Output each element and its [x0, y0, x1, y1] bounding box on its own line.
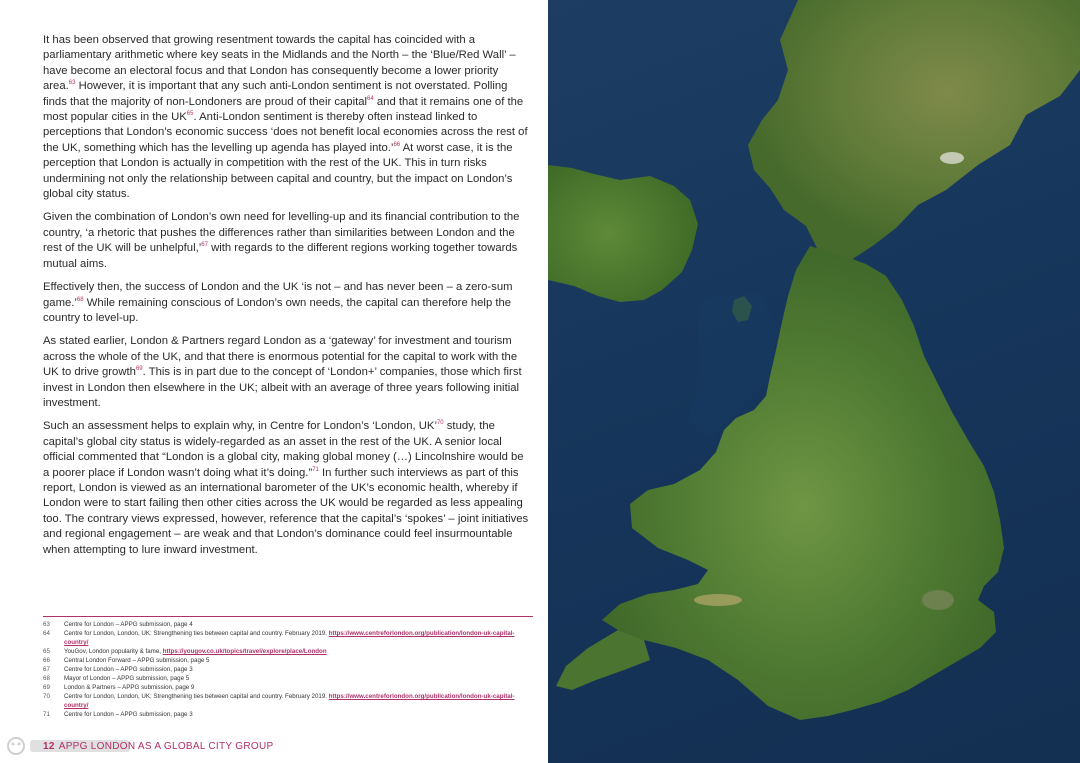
footnote-text	[64, 629, 533, 647]
footnote-body: YouGov, London popularity & fame,	[64, 648, 163, 655]
footnote-number: 64	[43, 630, 50, 637]
footnote-text	[64, 656, 533, 665]
footnote-text	[64, 647, 533, 656]
footnote-body: Mayor of London – APPG submission, page 5	[64, 675, 190, 682]
footnote-row	[43, 665, 533, 674]
footnote-link[interactable]: https://www.centreforlondon.org/publication/london-uk-capital-country/	[64, 693, 515, 709]
paragraph-3	[43, 280, 529, 326]
uk-satellite-map	[548, 0, 1080, 763]
footnote-ref[interactable]: 69	[135, 366, 143, 373]
page-number: 12	[43, 741, 55, 752]
paragraph-1-text-d: . Anti-London sentiment is thereby often instead linked to perceptions that London’s economic success ‘does not benefit local economies across the rest of the UK, something which has the levelling up agenda has played into.’	[43, 111, 528, 154]
footnote-ref[interactable]: 63	[68, 80, 76, 87]
footnote-number: 67	[43, 666, 50, 673]
footnote-row	[43, 710, 533, 719]
footnote-text	[64, 710, 533, 719]
paragraph-4	[43, 334, 529, 411]
footnote-text	[64, 665, 533, 674]
footnote-number: 66	[43, 657, 50, 664]
footnote-link[interactable]: https://www.centreforlondon.org/publication/london-uk-capital-country/	[64, 630, 515, 646]
footnote-row	[43, 692, 533, 710]
paragraph-4-text-a: As stated earlier, London & Partners regard London as a ‘gateway’ for investment and tourism across the whole of the UK, and that there is enormous potential for the capital to work with the UK to drive growth	[43, 335, 518, 379]
footnote-row	[43, 683, 533, 692]
footnote-ref[interactable]: 66	[393, 142, 401, 149]
footnote-number: 65	[43, 648, 50, 655]
london-area	[922, 590, 954, 610]
paragraph-5-text-a: Such an assessment helps to explain why, in Centre for London’s ‘London, UK’	[43, 420, 437, 433]
sediment-plume	[694, 594, 742, 606]
footnote-body: Centre for London, London, UK: Strengthening ties between capital and country. February 2019.	[64, 693, 329, 700]
satellite-map-image	[548, 0, 1080, 763]
scotland-land	[748, 0, 1080, 262]
paragraph-5	[43, 419, 529, 558]
footnote-row	[43, 656, 533, 665]
paragraph-1-text-e: At worst case, it is the perception that London is actually in competition with the rest of the UK. This in turn risks undermining not only the relationship between capital and country, but the impact on London’s global city status.	[43, 141, 513, 201]
paragraph-5-text-c: In further such interviews as part of this report, London is viewed as an international barometer of the UK’s economic health, whereby if London were to start failing then other cities across the UK would be regarded as less appealing too. The contrary views expressed, however, reference that the capital’s ‘spokes’ – joint initiatives and regional engagement – are weak and that London’s dominance could feel insurmountable when attempting to lure inward investment.	[43, 466, 529, 556]
paragraph-5-text-b: study, the capital’s global city status is widely-regarded as an asset in the rest of the UK. A senior local official commented that “London is a global city, making global money (…) Lincolnshire would be a poorer place if London wasn’t doing what it’s doing.”	[43, 420, 524, 479]
footnote-number: 68	[43, 675, 50, 682]
footnote-ref[interactable]: 71	[312, 466, 319, 473]
paragraph-3-text-a: Effectively then, the success of London and the UK ‘is not – and has never been – a zero-sum game.’	[43, 281, 513, 309]
paragraph-1-text-b: However, it is important that any such anti-London sentiment is not overstated. Polling finds that the majority of non-Londoners are proud of their capital	[43, 80, 508, 108]
paragraph-1-text-c: and that it remains one of the most popular cities in the UK	[43, 95, 524, 124]
paragraph-1-text-a: It has been observed that growing resentment towards the capital has coincided with a parliamentary arithmetic where key seats in the Midlands and the North – the ‘Blue/Red Wall’ – have become an electoral focus and that London has consequently become a lower priority area.	[43, 34, 516, 93]
footnote-body: London & Partners – APPG submission, page 9	[64, 684, 195, 691]
footnote-ref[interactable]: 67	[201, 242, 208, 249]
england-wales-land	[602, 246, 1004, 720]
paragraph-2	[43, 210, 529, 272]
footnote-text	[64, 692, 533, 710]
footnote-number: 70	[43, 693, 50, 700]
footnote-text	[64, 674, 533, 683]
footnote-number: 71	[43, 711, 50, 718]
paragraph-3-text-b: While remaining conscious of London’s own needs, the capital can therefore help the country to level-up.	[43, 296, 512, 324]
highland-snow	[940, 152, 964, 164]
footnote-text	[64, 620, 533, 629]
footnote-body: Centre for London, London, UK: Strengthening ties between capital and country. February 2019.	[64, 630, 329, 637]
footnote-body: Centre for London – APPG submission, page 3	[64, 711, 193, 718]
footnote-number: 69	[43, 684, 50, 691]
footer-title: APPG LONDON AS A GLOBAL CITY GROUP	[58, 741, 274, 752]
footnote-link[interactable]: https://yougov.co.uk/topics/travel/explore/place/London	[162, 648, 327, 655]
footnote-row	[43, 674, 533, 683]
footnote-ref[interactable]: 70	[436, 420, 444, 427]
footnote-ref[interactable]: 68	[76, 296, 84, 303]
footnote-row	[43, 620, 533, 629]
cornwall-land	[556, 630, 650, 690]
footnote-ref[interactable]: 65	[186, 111, 194, 118]
paragraph-4-text-b: . This is in part due to the concept of ‘London+’ companies, those which first invest in London then elsewhere in the UK; albeit with an average of three years following initial investment.	[43, 366, 522, 409]
paragraph-2-text-b: with regards to the different regions working together towards mutual aims.	[43, 242, 518, 270]
page-footer	[43, 741, 273, 752]
ireland-land	[548, 165, 698, 302]
body-text	[43, 33, 529, 566]
paragraph-2-text-a: Given the combination of London’s own need for levelling-up and its financial contribution to the country, ‘a rhetoric that pushes the differences rather than similarities between London and the rest of the UK will be unhelpful,’	[43, 211, 520, 255]
footnote-body: Central London Forward – APPG submission, page 5	[64, 657, 210, 664]
footnote-divider	[43, 616, 533, 617]
footnote-body: Centre for London – APPG submission, page 4	[64, 621, 193, 628]
paragraph-1	[43, 33, 529, 202]
footnote-text	[64, 683, 533, 692]
footnote-body: Centre for London – APPG submission, page 3	[64, 666, 193, 673]
footnote-row	[43, 629, 533, 647]
footnote-number: 63	[43, 621, 50, 628]
footnote-ref[interactable]: 64	[367, 95, 374, 102]
footnotes	[43, 620, 533, 719]
footnote-row	[43, 647, 533, 656]
